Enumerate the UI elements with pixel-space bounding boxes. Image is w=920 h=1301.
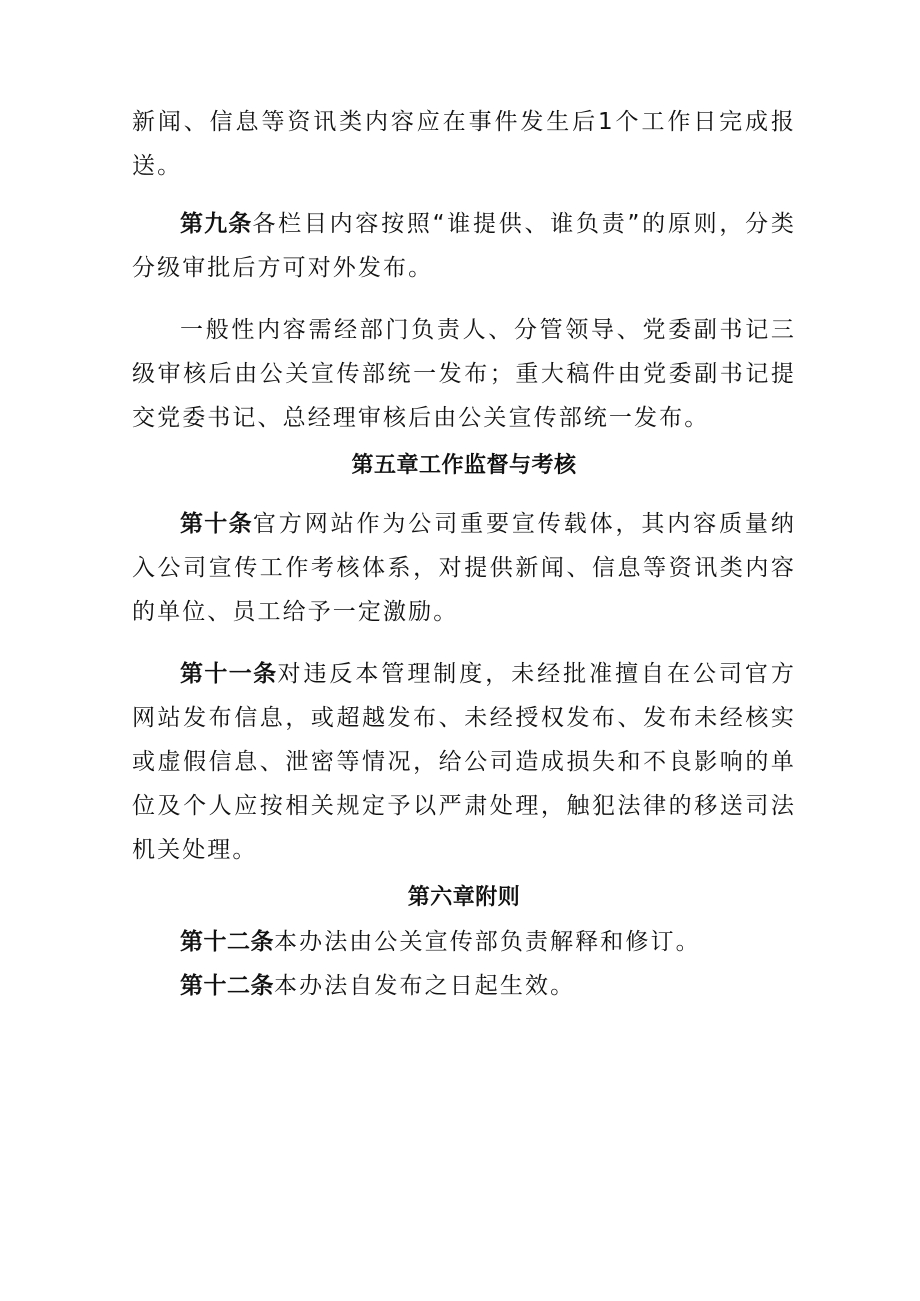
article-text: 本办法由公关宣传部负责解释和修订。 [274, 929, 701, 955]
article-number: 第九条 [180, 211, 253, 237]
article-text: 本办法自发布之日起生效。 [274, 973, 576, 999]
paragraph-text: 一般性内容需经部门负责人、分管领导、党委副书记三级审核后由公关宣传部统一发布；重大稿件由党委副书记提交党委书记、总经理审核后由公关宣传部统一发布。 [132, 317, 796, 431]
paragraph-reporting-deadline [132, 100, 796, 188]
document-body [132, 100, 796, 1008]
article-11 [132, 652, 796, 872]
article-number: 第十二条 [180, 929, 274, 955]
article-10 [132, 502, 796, 634]
chapter-6-heading: 第六章附则 [407, 885, 521, 910]
article-text: 各栏目内容按照“谁提供、谁负责”的原则，分类分级审批后方可对外发布。 [132, 211, 797, 281]
article-number: 第十一条 [180, 661, 278, 687]
article-text: 官方网站作为公司重要宣传载体，其内容质量纳入公司宣传工作考核体系，对提供新闻、信息等资讯类内容的单位、员工给予一定激励。 [132, 511, 796, 625]
article-text: 对违反本管理制度，未经批准擅自在公司官方网站发布信息，或超越发布、未经授权发布、发布未经核实或虚假信息、泄密等情况，给公司造成损失和不良影响的单位及个人应按相关规定予以严肃处理，触犯法律的移送司法机关处理。 [132, 661, 797, 863]
chapter-5-heading: 第五章工作监督与考核 [351, 453, 577, 478]
article-number: 第十条 [180, 511, 253, 537]
article-12-second [132, 964, 796, 1008]
article-12-first [132, 920, 796, 964]
paragraph-review-levels [132, 308, 796, 440]
paragraph-text: 新闻、信息等资讯类内容应在事件发生后1个工作日完成报送。 [132, 109, 796, 179]
article-9 [132, 202, 796, 290]
article-number: 第十二条 [180, 973, 274, 999]
